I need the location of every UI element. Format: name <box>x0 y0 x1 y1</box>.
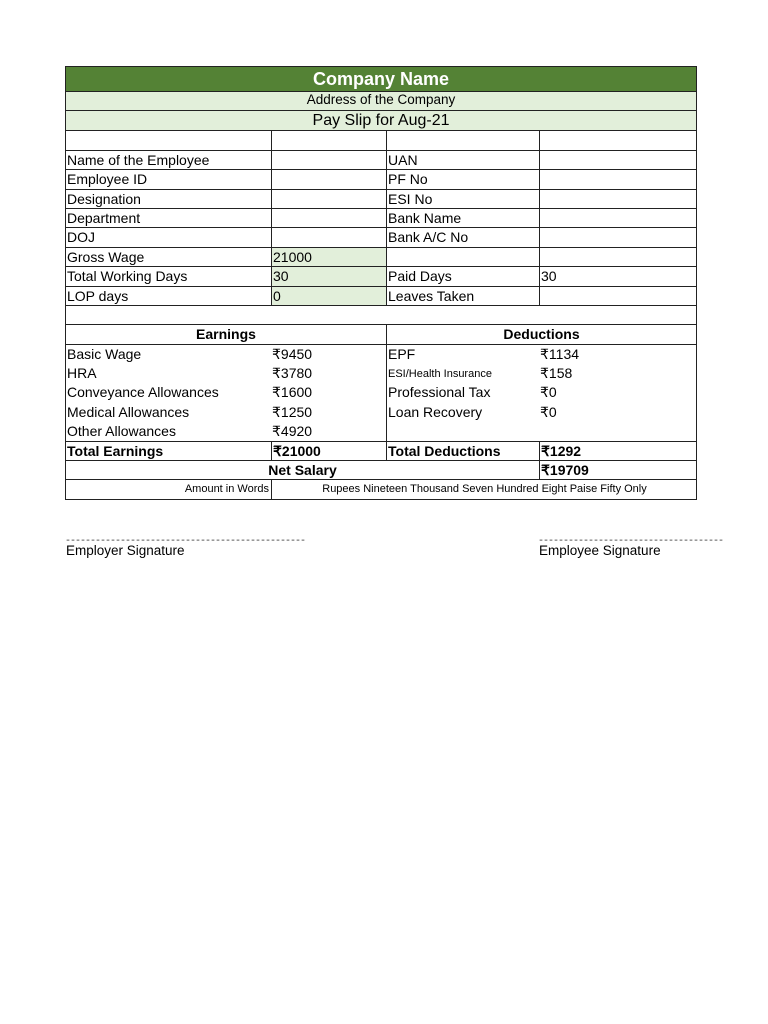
bank-name-label: Bank Name <box>386 209 539 227</box>
designation-label: Designation <box>67 190 141 207</box>
other-allowances-value[interactable]: ₹4920 <box>272 423 313 440</box>
total-earnings-label: Total Earnings <box>67 442 164 459</box>
uan-label: UAN <box>386 151 539 169</box>
bank-account-label: Bank A/C No <box>386 228 539 246</box>
item-row <box>65 422 697 441</box>
professional-tax-label: Professional Tax <box>386 383 539 402</box>
section-header-row <box>65 325 697 344</box>
payslip-title: Pay Slip for Aug-21 <box>312 112 450 130</box>
total-deductions-value: ₹1292 <box>539 442 696 460</box>
employer-signature-line: ------------------------------------------------ <box>65 536 306 547</box>
item-row <box>65 364 697 383</box>
info-row <box>65 267 697 286</box>
total-deductions-label: Total Deductions <box>386 442 539 460</box>
epf-label: EPF <box>386 345 539 364</box>
cell[interactable] <box>386 131 539 149</box>
esi-health-label: ESI/Health Insurance <box>386 364 539 383</box>
totals-row <box>65 442 697 461</box>
uan-value[interactable] <box>539 151 696 169</box>
net-salary-row <box>65 461 697 480</box>
item-row <box>65 345 697 364</box>
other-allowances-label: Other Allowances <box>67 423 176 440</box>
lop-days-label: LOP days <box>67 287 129 304</box>
lop-days-value[interactable]: 0 <box>271 287 386 305</box>
epf-value[interactable]: ₹1134 <box>540 345 580 362</box>
leaves-taken-label: Leaves Taken <box>386 287 539 305</box>
medical-value[interactable]: ₹1250 <box>272 403 313 420</box>
doj-label: DOJ <box>67 229 95 246</box>
conveyance-value[interactable]: ₹1600 <box>272 384 313 401</box>
esi-no-label: ESI No <box>386 190 539 208</box>
employee-signature-label: Employee Signature <box>539 543 661 558</box>
hra-label: HRA <box>67 365 97 382</box>
esi-health-value[interactable]: ₹158 <box>540 365 573 382</box>
conveyance-label: Conveyance Allowances <box>67 384 219 401</box>
pf-no-label: PF No <box>386 170 539 188</box>
employee-name-label: Name of the Employee <box>67 151 210 168</box>
amount-in-words-label: Amount in Words <box>184 483 269 496</box>
total-earnings-value: ₹21000 <box>271 442 386 460</box>
info-row <box>65 248 697 267</box>
company-name: Company Name <box>312 68 450 89</box>
amount-in-words-value: Rupees Nineteen Thousand Seven Hundred Eight Paise Fifty Only <box>271 480 696 498</box>
employee-signature-line: ------------------------------------- <box>538 536 724 547</box>
company-address: Address of the Company <box>306 92 456 107</box>
payslip-sheet <box>65 66 697 500</box>
employer-signature-label: Employer Signature <box>66 543 185 558</box>
paid-days-label: Paid Days <box>386 267 539 285</box>
cell[interactable] <box>271 131 386 149</box>
net-salary-label: Net Salary <box>268 462 337 479</box>
empty-value[interactable] <box>539 248 696 266</box>
working-days-value[interactable]: 30 <box>271 267 386 285</box>
employee-id-label: Employee ID <box>67 171 148 188</box>
leaves-taken-value[interactable] <box>539 287 696 305</box>
department-label: Department <box>67 209 141 226</box>
professional-tax-value[interactable]: ₹0 <box>540 384 557 401</box>
pf-no-value[interactable] <box>539 170 696 188</box>
basic-wage-label: Basic Wage <box>67 345 142 362</box>
empty-deduction-value[interactable] <box>539 422 696 440</box>
info-row <box>65 287 697 306</box>
esi-no-value[interactable] <box>539 190 696 208</box>
empty-deduction-label <box>386 422 539 440</box>
cell[interactable] <box>539 131 696 149</box>
deductions-header: Deductions <box>386 325 696 343</box>
bank-name-value[interactable] <box>539 209 696 227</box>
designation-value[interactable] <box>271 190 386 208</box>
hra-value[interactable]: ₹3780 <box>272 365 313 382</box>
company-address-row <box>65 92 697 111</box>
employee-id-value[interactable] <box>271 170 386 188</box>
info-row <box>65 190 697 209</box>
item-row <box>65 403 697 422</box>
bank-account-value[interactable] <box>539 228 696 246</box>
company-name-row <box>65 66 697 92</box>
gross-wage-value[interactable]: 21000 <box>271 248 386 266</box>
cell[interactable] <box>66 131 271 149</box>
loan-recovery-value[interactable]: ₹0 <box>540 403 557 420</box>
blank-row <box>65 131 697 150</box>
gross-wage-label: Gross Wage <box>67 248 145 265</box>
item-row <box>65 383 697 402</box>
loan-recovery-label: Loan Recovery <box>386 403 539 422</box>
info-row <box>65 170 697 189</box>
payslip-title-row <box>65 111 697 131</box>
doj-value[interactable] <box>271 228 386 246</box>
working-days-label: Total Working Days <box>67 268 188 285</box>
earnings-header: Earnings <box>196 326 256 343</box>
empty-label <box>386 248 539 266</box>
amount-words-row <box>65 480 697 499</box>
info-row <box>65 151 697 170</box>
medical-label: Medical Allowances <box>67 403 190 420</box>
employee-name-value[interactable] <box>271 151 386 169</box>
department-value[interactable] <box>271 209 386 227</box>
basic-wage-value[interactable]: ₹9450 <box>272 345 313 362</box>
paid-days-value[interactable]: 30 <box>539 267 696 285</box>
info-row <box>65 228 697 247</box>
spacer-row <box>65 306 697 325</box>
info-row <box>65 209 697 228</box>
net-salary-value: ₹19709 <box>539 461 696 479</box>
